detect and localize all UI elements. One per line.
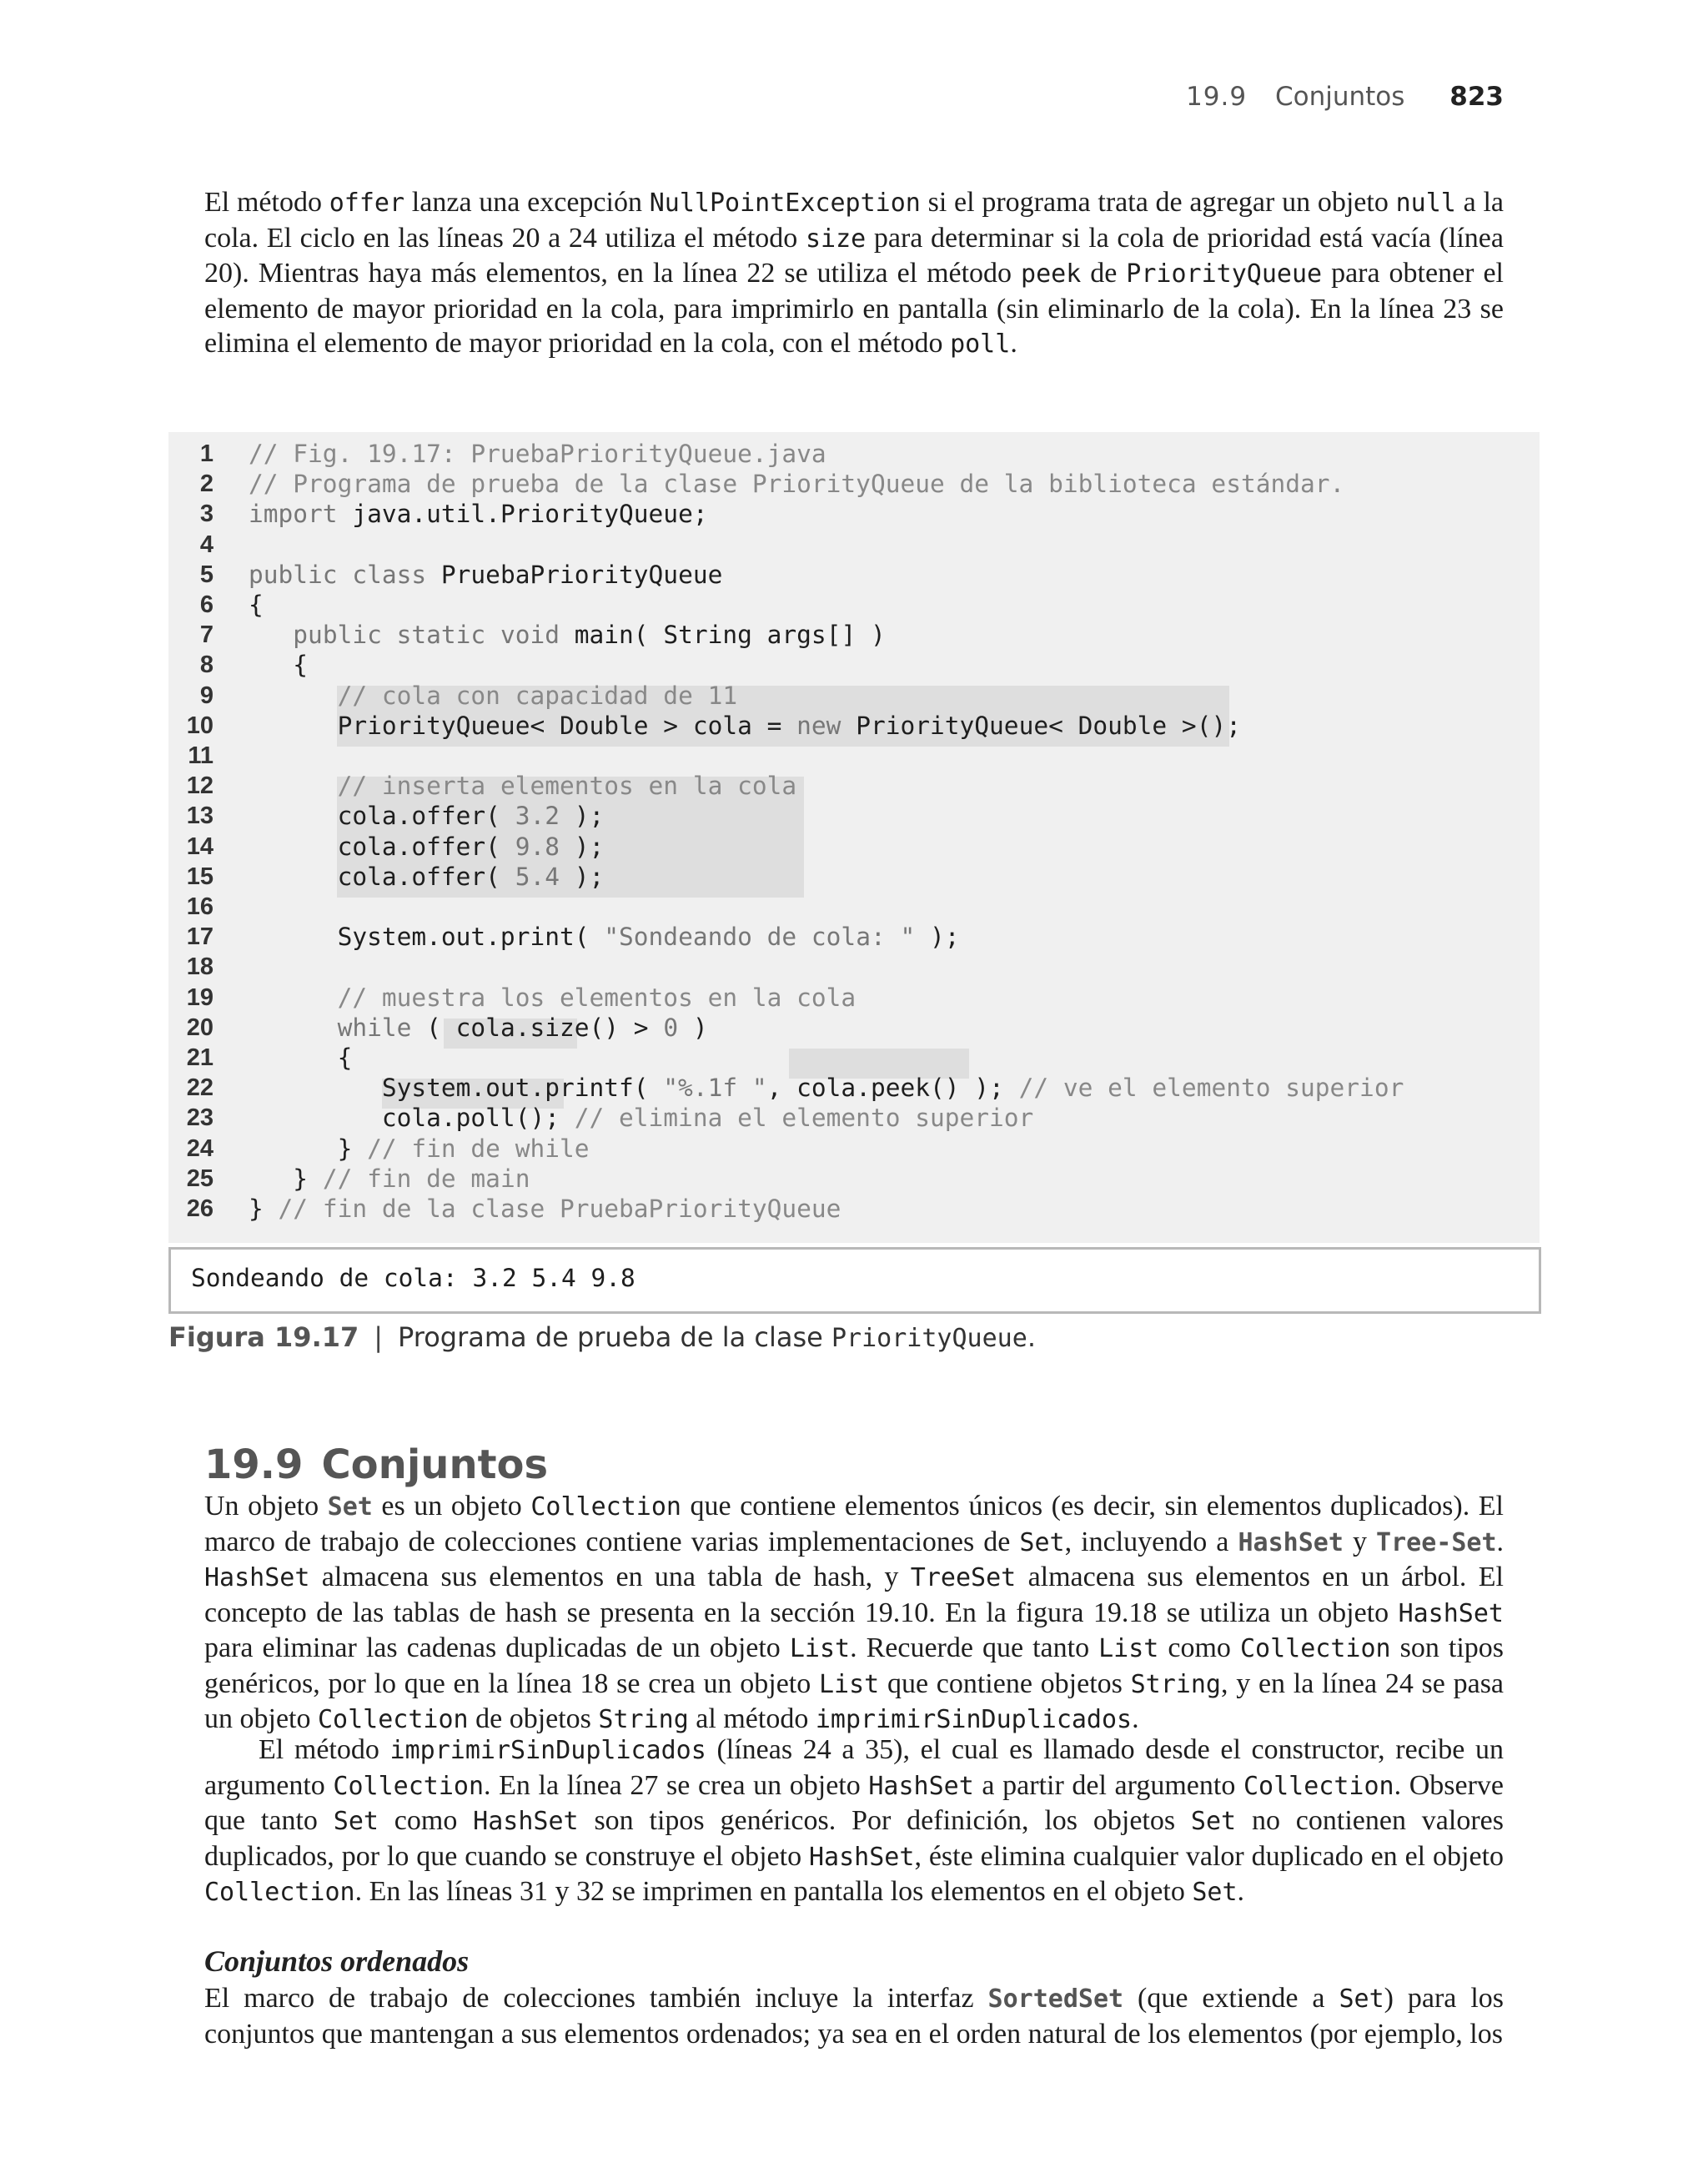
inline-code: List [789,1634,851,1663]
code-token: cola.offer( [249,802,515,831]
header-section-title: Conjuntos [1274,82,1405,112]
line-number: 8 [199,651,214,679]
text-run: . En la línea 27 se crea un objeto [484,1769,869,1801]
code-text [249,983,856,1013]
subheading-sorted-sets: Conjuntos ordenados [204,1944,470,1978]
code-token [249,1014,338,1042]
code-token: ); [560,802,605,831]
code-text [249,862,604,892]
code-keyword: public static void [293,621,560,650]
text-run: , y en la línea 24 se pasa un objeto [204,1667,1505,1734]
code-token [249,621,293,649]
code-text [249,771,796,801]
inline-code: Collection [530,1492,681,1522]
line-number: 14 [186,832,214,860]
code-token: PriorityQueue< Double > cola = [249,711,797,740]
inline-code: HashSet [473,1807,579,1836]
line-number: 13 [186,802,214,830]
code-comment: // Fig. 19.17: PruebaPriorityQueue.java [249,440,826,468]
code-token: } [249,1134,368,1163]
running-header [1186,82,1504,112]
text-run: que contiene objetos [879,1667,1131,1699]
inline-code: HashSet [809,1842,915,1872]
code-comment: // ve el elemento superior [1018,1074,1404,1103]
text-run: , incluyendo a [1064,1526,1238,1557]
line-number: 26 [186,1195,214,1222]
code-listing [168,432,1540,1243]
inline-code: TreeSet [910,1563,1017,1592]
inline-code: Set [1190,1807,1237,1836]
text-run: como [1158,1632,1240,1663]
code-text [249,1043,352,1073]
code-comment: // fin de main [322,1164,530,1193]
inline-code: List [1098,1634,1159,1663]
code-token: System.out.print( [249,923,605,952]
code-comment: // fin de while [367,1134,590,1163]
line-number: 23 [186,1104,214,1132]
sets-paragraph-2 [204,1733,1504,1910]
code-text [249,1134,590,1164]
key-term: Set [327,1492,373,1522]
code-text [249,681,737,711]
code-text [249,560,722,590]
text-run: . En las líneas 31 y 32 se imprimen en pantalla los elementos en el objeto [354,1876,1193,1907]
key-term: Tree-Set [1376,1527,1497,1557]
text-run: El método [204,187,329,218]
line-number: 11 [188,742,214,769]
code-token: ); [915,923,960,952]
text-run: . [1132,1703,1139,1734]
code-text [249,711,1241,741]
text-run: . Observe que tanto [204,1769,1504,1836]
text-run: de [1081,258,1127,289]
code-token: cola.poll(); [249,1104,575,1133]
text-run: . Recuerde que tanto [850,1632,1099,1663]
text-run: (líneas 24 a 35), el cual es llamado desde el constructor, recibe un argumento [204,1734,1504,1801]
code-token: main( String args[] ) [560,621,886,650]
text-run: lanza una excepción [404,187,650,218]
page-number: 823 [1449,82,1504,112]
text-run: al método [688,1703,816,1734]
code-text [249,439,826,469]
text-run: almacena sus elementos en un árbol. El concepto de las tablas de hash se presenta en la sección 19.10. En la figura 19.18 se utiliza un objeto [204,1562,1504,1628]
figure-caption [168,1321,1036,1353]
inline-code: HashSet [868,1771,974,1801]
inline-code: Collection [317,1705,469,1734]
inline-code: size [805,224,867,254]
section-heading [204,1441,548,1488]
code-keyword: import [249,500,338,529]
code-keyword: new [796,711,841,740]
inline-code: PriorityQueue [1126,259,1323,289]
code-keyword: "%.1f " [663,1074,767,1103]
code-token: ); [560,862,605,891]
text-run: para determinar si la cola de prioridad está vacía (línea 20). Mientras haya más elementos, en la línea 22 se utiliza el método [204,222,1504,289]
inline-code: Collection [1239,1634,1391,1663]
line-number: 4 [199,531,214,558]
code-token: ); [560,832,605,861]
sets-paragraph-1 [204,1489,1504,1738]
text-run: y [1343,1526,1377,1557]
line-number: 20 [186,1014,214,1041]
line-number: 10 [186,712,214,739]
figure-label: Figura 19.17 [168,1321,359,1353]
code-token [249,983,338,1012]
line-number: 19 [186,983,214,1011]
text-run: El método [259,1734,390,1765]
line-number: 22 [186,1074,214,1102]
line-number: 5 [199,561,214,588]
code-token: PruebaPriorityQueue [426,560,723,589]
inline-code: String [598,1705,689,1734]
code-token: } [249,1195,279,1223]
text-run: a partir del argumento [973,1769,1243,1801]
inline-code: NullPointException [649,189,921,218]
code-token: { [249,1044,353,1072]
code-keyword: while [337,1013,412,1042]
text-run: son tipos genéricos, por lo que en la línea 18 se crea un objeto [204,1632,1504,1699]
code-token: ) [678,1013,708,1042]
code-text [249,1073,1404,1103]
text-run: a la cola. El ciclo en las líneas 20 a 24 utiliza el método [204,187,1504,254]
text-run: de objetos [468,1703,599,1734]
code-text [249,1103,1033,1133]
line-number: 16 [186,893,214,920]
inline-code: List [818,1669,880,1699]
code-keyword: 3.2 [515,802,560,831]
code-token: cola.offer( [249,832,515,861]
code-keyword: 5.4 [515,862,560,891]
code-text [249,650,308,680]
code-text [249,499,708,529]
inline-code: Set [1339,1984,1384,2014]
inline-code: String [1130,1669,1221,1699]
code-text [249,801,604,831]
text-run: (que extiende a [1123,1983,1339,2014]
inline-code: Collection [204,1878,355,1907]
inline-code: Collection [1243,1771,1394,1801]
code-token: , cola.peek() ); [766,1074,1019,1103]
line-number: 1 [199,440,214,467]
sorted-sets-paragraph [204,1981,1504,2051]
code-comment: // muestra los elementos en la cola [337,983,857,1012]
line-number: 15 [186,863,214,890]
code-text [249,922,960,952]
text-run: . [1010,328,1017,359]
code-token: PriorityQueue< Double >(); [841,711,1241,740]
code-comment: // inserta elementos en la cola [337,772,797,801]
code-text [249,590,264,620]
caption-separator: | [374,1321,384,1353]
line-number: 2 [199,470,214,498]
text-run: El marco de trabajo de colecciones también incluye la interfaz [204,1983,988,2014]
text-run: para eliminar las cadenas duplicadas de un objeto [204,1632,790,1663]
text-run: es un objeto [372,1491,531,1522]
intro-paragraph [204,185,1504,362]
text-run: , éste elimina cualquier valor duplicado en el objeto [914,1840,1505,1872]
code-comment: // fin de la clase PruebaPriorityQueue [278,1195,841,1223]
text-run: Un objeto [204,1491,328,1522]
program-output [168,1247,1541,1314]
code-token: { [249,651,309,680]
code-token: } [249,1164,323,1193]
code-token [249,682,338,710]
line-number: 9 [199,682,214,709]
key-term: HashSet [1238,1527,1344,1557]
text-run: si el programa trata de agregar un objeto [920,187,1396,218]
code-token: System.out.printf( [249,1074,664,1103]
code-text [249,832,604,862]
inline-code: poll [950,329,1011,359]
header-section-number: 19.9 [1186,82,1248,112]
section-title: Conjuntos [321,1441,549,1488]
inline-code: offer [329,189,405,218]
text-run: . [1496,1526,1505,1557]
line-number: 7 [199,621,214,649]
line-number: 12 [186,772,214,800]
inline-code: imprimirSinDuplicados [389,1736,706,1765]
code-keyword: 0 [663,1013,679,1042]
inline-code: null [1395,189,1456,218]
text-run: almacena sus elementos en una tabla de hash, y [309,1562,911,1592]
text-run: . [1237,1876,1245,1907]
line-number: 18 [186,953,214,981]
inline-code: peek [1021,259,1082,289]
code-comment: // Programa de prueba de la clase PriorityQueue de la biblioteca estándar. [249,470,1345,499]
code-token: cola.offer( [249,862,515,891]
code-token: { [249,591,264,619]
code-token: ( cola.size() > [411,1013,664,1042]
section-number: 19.9 [204,1441,304,1488]
code-text [249,1194,841,1224]
text-run: que contiene elementos únicos (es decir, sin elementos duplicados). El marco de trabajo de colecciones contiene varias implementaciones de [204,1491,1505,1557]
inline-code: Set [1192,1878,1238,1907]
caption-code: PriorityQueue [831,1324,1027,1353]
line-number: 25 [186,1164,214,1192]
line-number: 3 [199,500,214,528]
text-run: son tipos genéricos. Por definición, los objetos [578,1805,1191,1836]
code-comment: // elimina el elemento superior [574,1104,1034,1133]
line-number: 6 [199,591,214,618]
inline-code: Collection [333,1771,485,1801]
code-text [249,1013,708,1043]
code-token: java.util.PriorityQueue; [337,500,708,529]
code-comment: // cola con capacidad de 11 [337,681,738,710]
code-text [249,1164,530,1194]
line-number: 21 [186,1044,214,1071]
text-run: no contienen valores duplicados, por lo que cuando se construye el objeto [204,1805,1504,1872]
code-text [249,620,886,650]
text-run: como [378,1805,474,1836]
inline-code: Set [1019,1527,1065,1557]
inline-code: Set [333,1807,379,1836]
inline-code: imprimirSinDuplicados [815,1705,1133,1734]
line-number: 17 [186,923,214,951]
code-text [249,469,1344,499]
inline-code: HashSet [204,1563,310,1592]
line-number: 24 [186,1134,214,1162]
output-text: Sondeando de cola: 3.2 5.4 9.8 [191,1264,635,1292]
code-keyword: "Sondeando de cola: " [604,923,916,952]
code-keyword: public class [249,560,427,589]
inline-code: HashSet [1398,1598,1504,1628]
code-token [249,772,338,800]
text-run: para obtener el elemento de mayor prioridad en la cola, para imprimirlo en pantalla (sin eliminarlo de la cola). En la línea 23 se elimina el elemento de mayor prioridad en la cola, con el método [204,258,1504,359]
code-keyword: 9.8 [515,832,560,861]
key-term: SortedSet [987,1984,1124,2014]
caption-text: Programa de prueba de la clase [398,1321,831,1353]
caption-end: . [1027,1321,1036,1353]
text-run: ) para los conjuntos que mantengan a sus elementos ordenados; ya sea en el orden natural de los elementos (por ejemplo, los [204,1983,1504,2050]
